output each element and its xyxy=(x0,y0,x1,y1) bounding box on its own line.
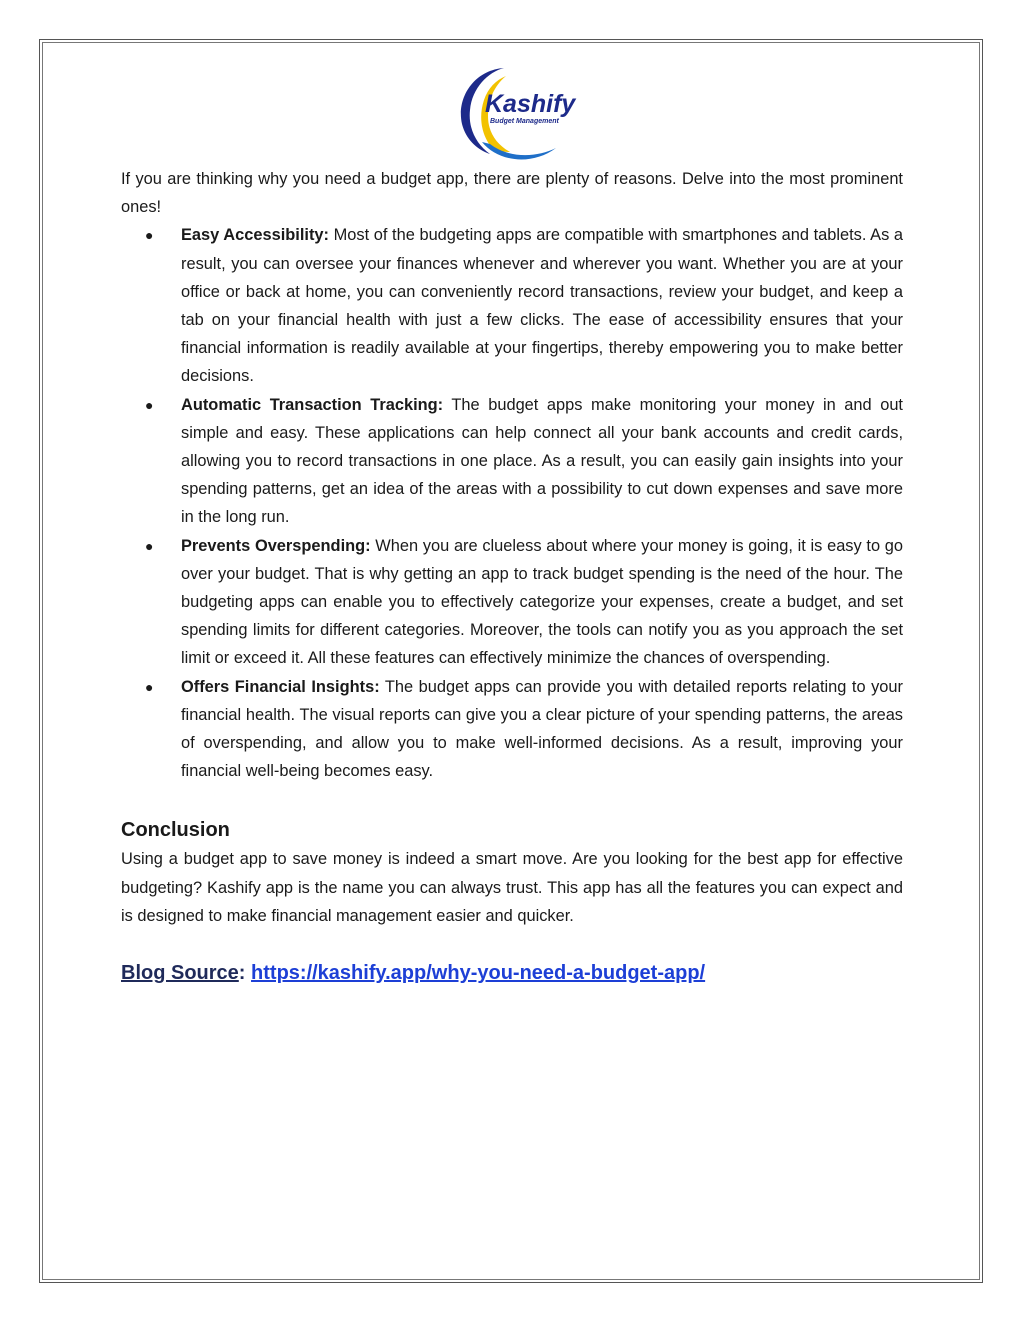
list-item-title: Easy Accessibility: xyxy=(181,226,329,245)
list-item-text: The budget apps make monitoring your money in and out simple and easy. These applications can help connect all your bank accounts and credit cards, allowing you to record transactions in one place. As a result, you can easily gain insights into your spending patterns, get an idea of the areas with a possibility to cut down expenses and save more in the long run. xyxy=(181,395,903,527)
logo-tagline: Budget Management xyxy=(490,118,559,125)
list-item xyxy=(121,391,903,532)
blog-source-separator: : xyxy=(238,962,246,985)
list-item-text: The budget apps can provide you with detailed reports relating to your financial health. The visual reports can give you a clear picture of your spending patterns, the areas of overspending, and allow you to make well-informed decisions. As a result, improving your financial well-being becomes easy. xyxy=(181,677,903,781)
blog-source xyxy=(121,958,903,988)
conclusion-heading: Conclusion xyxy=(121,819,230,842)
kashify-logo xyxy=(452,62,578,166)
list-item xyxy=(121,532,903,673)
blog-source-link[interactable]: https://kashify.app/why-you-need-a-budget-app/ xyxy=(251,962,706,985)
blog-source-label: Blog Source xyxy=(121,962,239,985)
list-item-title: Prevents Overspending: xyxy=(181,536,371,555)
conclusion-paragraph: Using a budget app to save money is indeed a smart move. Are you looking for the best app for effective budgeting? Kashify app is the name you can always trust. This app has all the features you can expect and is designed to make financial management easier and quicker. xyxy=(121,850,903,925)
intro-paragraph: If you are thinking why you need a budget app, there are plenty of reasons. Delve into the most prominent ones! xyxy=(121,170,903,217)
list-item xyxy=(121,221,903,390)
bullet-icon: ● xyxy=(145,227,154,244)
list-item xyxy=(121,673,903,786)
logo-wordmark: Kashify xyxy=(485,90,576,118)
kashify-logo-graphic xyxy=(452,62,578,166)
document-body xyxy=(121,165,903,988)
bullet-icon: ● xyxy=(145,678,154,695)
bullet-icon: ● xyxy=(145,537,154,554)
reasons-list xyxy=(121,221,903,785)
list-item-title: Offers Financial Insights: xyxy=(181,677,380,696)
list-item-text: When you are clueless about where your money is going, it is easy to go over your budget. That is why getting an app to track budget spending is the need of the hour. The budgeting apps can enable you to effectively categorize your expenses, create a budget, and set spending limits for different categories. Moreover, the tools can notify you as you approach the set limit or exceed it. All these features can effectively minimize the chances of overspending. xyxy=(181,536,903,668)
bullet-icon: ● xyxy=(145,396,154,413)
list-item-title: Automatic Transaction Tracking: xyxy=(181,395,444,414)
list-item-text: Most of the budgeting apps are compatible with smartphones and tablets. As a result, you can oversee your finances whenever and wherever you want. Whether you are at your office or back at home, you can conveniently record transactions, review your budget, and keep a tab on your financial health with just a few clicks. The ease of accessibility ensures that your financial information is readily available at your fingertips, thereby empowering you to make better decisions. xyxy=(181,226,904,386)
